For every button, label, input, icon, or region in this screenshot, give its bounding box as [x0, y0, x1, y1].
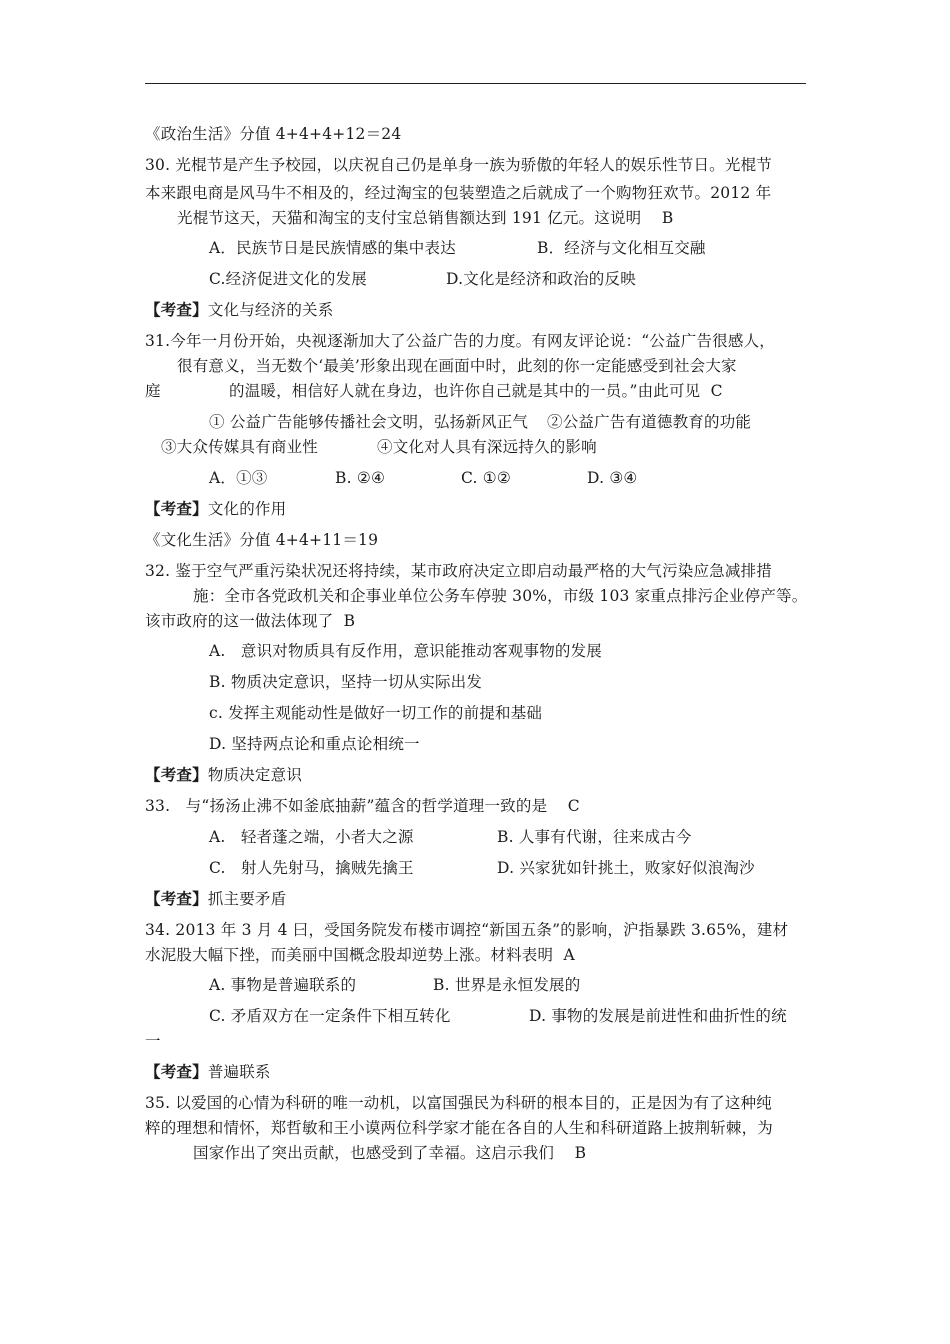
question-32-exam-point [145, 764, 302, 786]
section-heading-culture: 《文化生活》分值 4+4+11＝19 [145, 531, 379, 549]
question-35-line-3: 国家作出了突出贡献，也感受到了幸福。这启示我们 B [193, 1144, 587, 1162]
exam-point-text: 抓主要矛盾 [207, 890, 287, 908]
question-30-option-d: D.文化是经济和政治的反映 [446, 270, 636, 288]
question-34-option-b: B. 世界是永恒发展的 [433, 976, 581, 994]
question-35-line-2: 粹的理想和情怀，郑哲敏和王小谟两位科学家才能在各自的人生和科研道路上披荆斩棘，为 [145, 1119, 774, 1137]
question-31-statement-3: ③大众传媒具有商业性 [161, 438, 319, 456]
question-34-option-a: A. 事物是普遍联系的 [209, 976, 357, 994]
header-rule [145, 83, 806, 84]
question-30-line-2: 本来跟电商是风马牛不相及的，经过淘宝的包装塑造之后就成了一个购物狂欢节。2012 年 [145, 184, 772, 202]
question-33-option-d: D. 兴家犹如针挑土，败家好似浪淘沙 [497, 859, 755, 877]
question-31-statement-4: ④文化对人具有深远持久的影响 [377, 438, 597, 456]
question-32-line-3: 该市政府的这一做法体现了 B [145, 612, 356, 630]
question-30-option-b: B．经济与文化相互交融 [537, 239, 706, 257]
question-34-exam-point [145, 1061, 271, 1083]
question-31-line-3b: 的温暖，相信好人就在身边，也许你自己就是其中的一员。”由此可见 C [229, 382, 723, 400]
question-32-option-d: D. 坚持两点论和重点论相统一 [209, 735, 420, 753]
question-34-line-1: 34. 2013 年 3 月 4 曰，受国务院发布楼市调控“新国五条”的影响，沪指暴跌 3.65%，建材 [145, 921, 789, 939]
question-31-option-a: A．①③ [209, 469, 268, 487]
question-30-line-3: 光棍节这天，天猫和淘宝的支付宝总销售额达到 191 亿元。这说明 B [177, 209, 674, 227]
question-33-option-a: A. 轻者蓬之端，小者大之源 [209, 828, 414, 846]
question-34-option-c: C. 矛盾双方在一定条件下相互转化 [209, 1007, 451, 1025]
question-34-option-d-wrap: 一 [145, 1032, 161, 1050]
question-33-stem: 33. 与“扬汤止沸不如釜底抽薪”蕴含的哲学道理一致的是 C [145, 797, 580, 815]
question-31-statement-1: ① 公益广告能够传播社会文明，弘扬新风正气 [209, 413, 529, 431]
question-32-line-1: 32. 鉴于空气严重污染状况还将持续，某市政府决定立即启动最严格的大气污染应急减排措 [145, 562, 772, 580]
exam-point-label: 【考查】 [145, 889, 208, 908]
question-33-exam-point [145, 888, 286, 910]
question-31-exam-point [145, 498, 286, 520]
exam-point-text: 普遍联系 [207, 1063, 271, 1081]
exam-point-label: 【考查】 [145, 300, 208, 319]
question-32-option-c: c. 发挥主观能动性是做好一切工作的前提和基础 [209, 704, 543, 722]
question-35-line-1: 35. 以爱国的心情为科研的唯一动机，以富国强民为科研的根本目的，正是因为有了这种纯 [145, 1094, 772, 1112]
question-30-line-1: 30. 光棍节是产生予校园，以庆祝自己仍是单身一族为骄傲的年轻人的娱乐性节日。光棍节 [145, 156, 772, 174]
question-31-line-2: 很有意义，当无数个‘最美’形象出现在画面中时，此刻的你一定能感受到社会大家 [177, 357, 737, 375]
exam-point-label: 【考查】 [145, 1062, 208, 1081]
question-33-option-c: C. 射人先射马，擒贼先擒王 [209, 859, 414, 877]
question-30-option-c: C.经济促进文化的发展 [209, 270, 367, 288]
question-30-option-a: A．民族节日是民族情感的集中表达 [209, 239, 456, 257]
question-32-option-b: B. 物质决定意识，坚持一切从实际出发 [209, 673, 483, 691]
question-31-line-3a: 庭 [145, 382, 161, 400]
question-31-option-c: C. ①② [461, 469, 511, 487]
question-32-line-2: 施：全市各党政机关和企事业单位公务车停驶 30%，市级 103 家重点排污企业停产等。 [193, 587, 808, 605]
question-31-line-1: 31.今年一月份开始，央视逐渐加大了公益广告的力度。有网友评论说：“公益广告很感人， [145, 332, 775, 350]
question-34-line-2: 水泥股大幅下挫，而美丽中国概念股却逆势上涨。材料表明 A [145, 946, 575, 964]
question-31-option-d: D. ③④ [587, 469, 638, 487]
question-32-option-a: A. 意识对物质具有反作用，意识能推动客观事物的发展 [209, 642, 603, 660]
question-31-option-b: B. ②④ [335, 469, 386, 487]
exam-point-label: 【考查】 [145, 499, 208, 518]
section-heading-politics: 《政治生活》分值 4+4+4+12＝24 [145, 125, 402, 143]
exam-point-text: 文化的作用 [207, 500, 287, 518]
exam-point-label: 【考查】 [145, 765, 208, 784]
question-31-statement-2: ②公益广告有道德教育的功能 [547, 413, 752, 431]
question-34-option-d: D. 事物的发展是前进性和曲折性的统 [529, 1007, 787, 1025]
exam-point-text: 物质决定意识 [207, 766, 303, 784]
question-33-option-b: B. 人事有代谢，往来成古今 [497, 828, 692, 846]
exam-point-text: 文化与经济的关系 [207, 301, 334, 319]
question-30-exam-point [145, 299, 333, 321]
